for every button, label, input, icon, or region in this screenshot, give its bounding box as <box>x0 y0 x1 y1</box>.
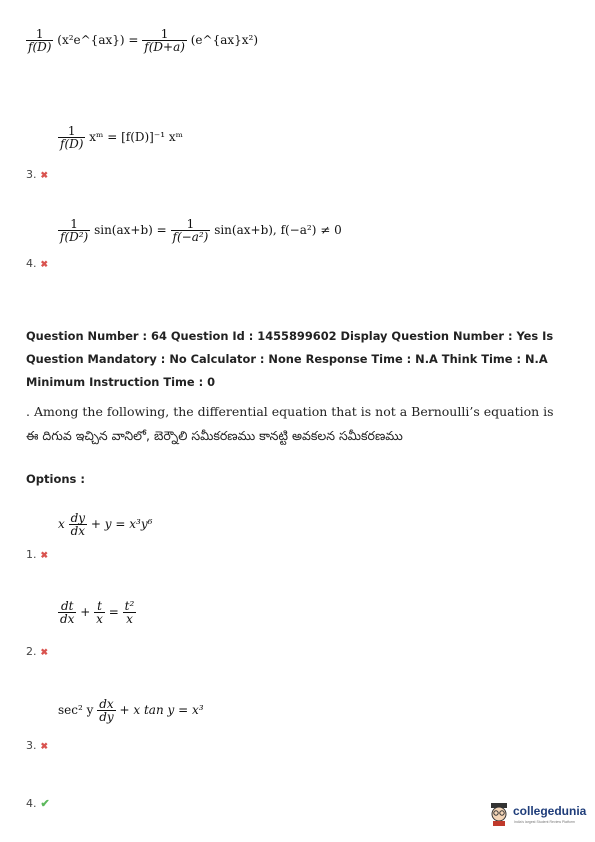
mascot-icon <box>488 802 510 826</box>
option-1-equation: x $\frac{dy}{dx}$ + y = x³y⁶ <box>58 511 153 538</box>
cross-icon: ✖ <box>40 260 49 270</box>
option-row-prev-3: 3. ✖ <box>26 168 49 181</box>
option-row-prev-4: 4. ✖ <box>26 257 49 270</box>
collegedunia-logo <box>488 800 588 830</box>
cross-icon: ✖ <box>40 551 49 561</box>
formula-sine-rule: $\frac{1}{\text{f(D²)}}$ sin(ax+b) = $\frac{1}{\text{f(−a²)}}$ sin(ax+b), f(−a²) ≠ 0 <box>60 217 342 244</box>
options-label: Options : <box>26 472 85 486</box>
logo-tagline: India's largest Student Review Platform <box>514 820 575 824</box>
question-header: Question Number : 64 Question Id : 1455899602 Display Question Number : Yes Is Question Mandatory : No Calculator : None Response Time : N.A Think Time : N.A Minimum Instruction Time : 0 <box>26 329 554 389</box>
option-2[interactable]: 2. ✖ <box>26 645 49 658</box>
logo-name: collegedunia <box>513 804 587 818</box>
formula-inverse-operator: $\frac{1}{f(D)}$ xᵐ = [f(D)]⁻¹ xᵐ <box>60 124 183 151</box>
option-4[interactable]: 4. ✔ <box>26 797 50 810</box>
option-3[interactable]: 3. ✖ <box>26 739 49 752</box>
question-text-telugu: ఈ దిగువ ఇచ్చిన వానిలో, బెర్నౌలి సమీకరణము కానట్టి అవకలన సమీకరణము <box>26 428 403 443</box>
option-1[interactable]: 1. ✖ <box>26 548 49 561</box>
check-icon: ✔ <box>40 797 50 810</box>
option-2-equation: $\frac{dt}{dx}$ + $\frac{t}{x}$ = $\frac{\text{t²}}{x}$ <box>60 599 135 626</box>
option-3-equation: sec² y $\frac{dx}{dy}$ + x tan y = x³ <box>58 697 204 724</box>
cross-icon: ✖ <box>40 171 49 181</box>
cross-icon: ✖ <box>40 648 49 658</box>
formula-shift-rule: $\frac{1}{f(D)}$ (x²e^{ax}) = $\frac{1}{f(D+a)}$ (e^{ax}x²) <box>28 27 259 54</box>
cross-icon: ✖ <box>40 742 49 752</box>
question-text-english: . Among the following, the differential equation that is not a Bernoulli’s equation is <box>26 404 554 419</box>
